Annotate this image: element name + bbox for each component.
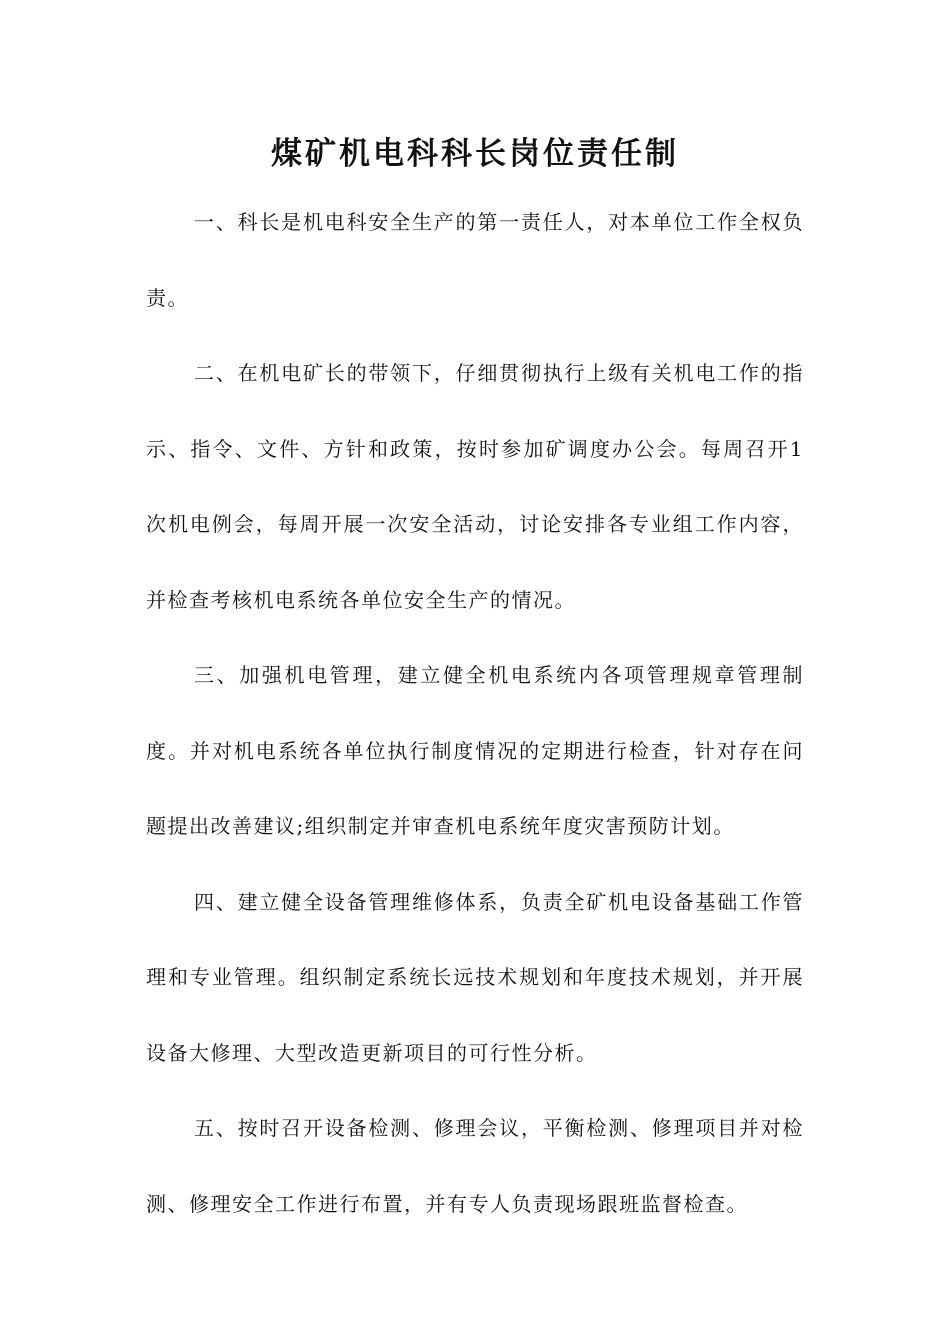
paragraph-1: 一、科长是机电科安全生产的第一责任人，对本单位工作全权负责。: [146, 210, 804, 310]
document-body: [146, 185, 804, 1242]
paragraph-3: 三、加强机电管理，建立健全机电系统内各项管理规章管理制度。并对机电系统各单位执行制度情况的定期进行检查，针对存在问题提出改善建议;组织制定并审查机电系统年度灾害预防计划。: [146, 663, 804, 838]
paragraph-5: 五、按时召开设备检测、修理会议，平衡检测、修理项目并对检测、修理安全工作进行布置，并有专人负责现场跟班监督检查。: [146, 1116, 804, 1216]
document-title: 煤矿机电科科长岗位责任制: [271, 136, 679, 172]
paragraph-2: 二、在机电矿长的带领下，仔细贯彻执行上级有关机电工作的指示、指令、文件、方针和政策，按时参加矿调度办公会。每周召开1次机电例会，每周开展一次安全活动，讨论安排各专业组工作内容，并检查考核机电系统各单位安全生产的情况。: [146, 361, 804, 612]
paragraph-4: 四、建立健全设备管理维修体系，负责全矿机电设备基础工作管理和专业管理。组织制定系统长远技术规划和年度技术规划，并开展设备大修理、大型改造更新项目的可行性分析。: [146, 889, 804, 1065]
